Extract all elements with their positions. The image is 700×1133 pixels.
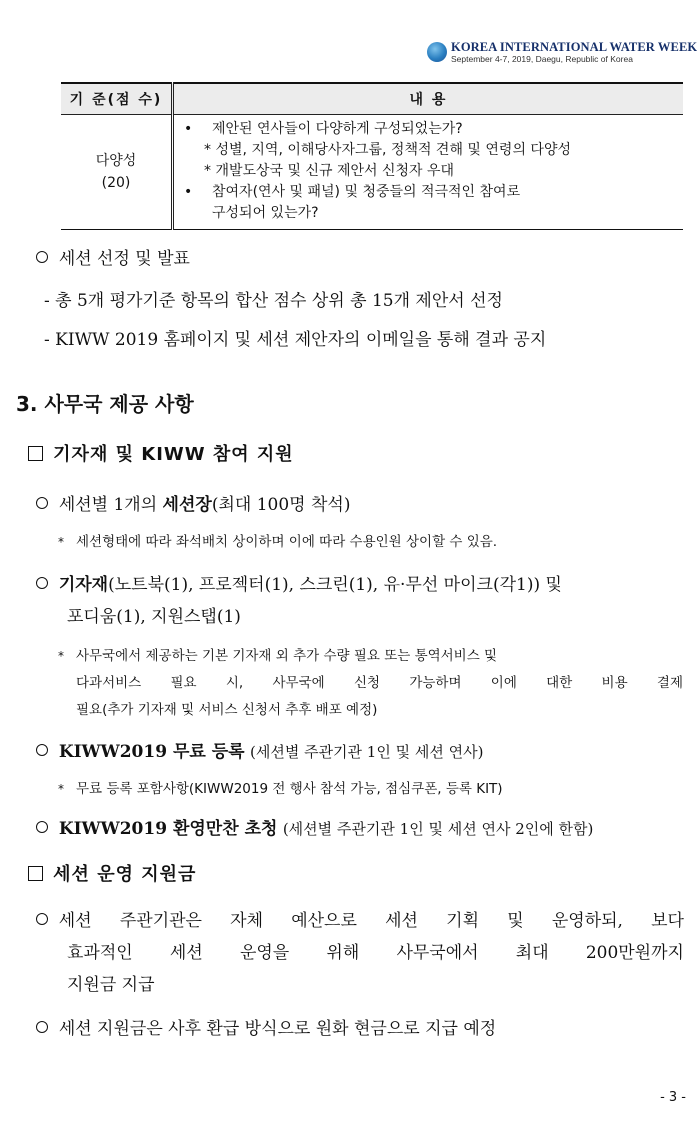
- circle-bullet-icon: [36, 821, 48, 833]
- circle-bullet-icon: [36, 251, 48, 263]
- bullet-session-room: [36, 490, 350, 515]
- section-title: 3. 사무국 제공 사항: [16, 392, 194, 416]
- bullet-funding-line3: 지원금 지급: [67, 975, 155, 995]
- bullet-funding-line2: 효과적인 세션 운영을 위해 사무국에서 최대 200만원까지: [67, 943, 684, 963]
- bullet-funding-line1: 세션 주관기관은 자체 예산으로 세션 기획 및 운영하되, 보다: [36, 906, 684, 931]
- note-line: * 세션형태에 따라 좌석배치 상이하며 이에 따라 수용인원 상이할 수 있음.: [58, 534, 498, 550]
- subheading-text: 세션 운영 지원금: [53, 864, 197, 885]
- selection-heading-line: [36, 244, 190, 269]
- bullet-bold: 기자재: [58, 575, 109, 595]
- asterisk-icon: *: [58, 535, 64, 549]
- asterisk-icon: *: [58, 782, 64, 796]
- content-item: • 참여자(연사 및 패널) 및 청중들의 적극적인 참여로: [184, 182, 683, 203]
- selection-heading: 세션 선정 및 발표: [58, 249, 190, 269]
- checkbox-square-icon: [28, 866, 43, 881]
- page-number: - 3 -: [660, 1090, 686, 1105]
- circle-bullet-icon: [36, 577, 48, 589]
- bullet-bold: KIWW2019 환영만찬 초청: [58, 819, 278, 839]
- col-header-content: 내 용: [173, 83, 684, 115]
- logo-title: KOREA INTERNATIONAL WATER WEEK: [451, 40, 698, 54]
- content-item: • 제안된 연사들이 다양하게 구성되었는가?: [184, 119, 683, 140]
- checkbox-square-icon: [28, 446, 43, 461]
- subheading-text: 기자재 및 KIWW 참여 지원: [53, 444, 294, 465]
- content-subitem: * 성별, 지역, 이해당사자그룹, 정책적 견해 및 연령의 다양성: [204, 142, 572, 158]
- content-item-continued: 구성되어 있는가?: [212, 205, 319, 221]
- bullet-bold: 세션장: [162, 495, 212, 515]
- note-line: * 무료 등록 포함사항(KIWW2019 전 행사 참석 가능, 점심쿠폰, 등록 KIT): [58, 781, 503, 797]
- subheading-funding: [28, 860, 196, 886]
- bullet-text: (최대 100명 착석): [211, 495, 351, 515]
- circle-bullet-icon: [36, 497, 48, 509]
- bullet-text: 세션 지원금은 사후 환급 방식으로 원화 현금으로 지급 예정: [58, 1019, 497, 1039]
- bullet-funding-refund: [36, 1014, 496, 1039]
- kiww-logo-mark: [427, 42, 447, 62]
- asterisk-icon: *: [58, 649, 64, 663]
- content-subitem: * 개발도상국 및 신규 제안서 신청자 우대: [204, 163, 455, 179]
- subheading-equipment: [28, 440, 294, 466]
- criteria-label: 다양성: [95, 153, 137, 169]
- content-cell: [173, 115, 684, 230]
- bullet-bold: KIWW2019 무료 등록: [58, 742, 245, 762]
- bullet-equipment: [36, 570, 562, 595]
- circle-bullet-icon: [36, 913, 48, 925]
- circle-bullet-icon: [36, 1021, 48, 1033]
- circle-bullet-icon: [36, 744, 48, 756]
- bullet-free-registration: [36, 737, 483, 762]
- bullet-text: 세션별 1개의: [58, 495, 163, 515]
- kiww-logo: [427, 40, 698, 66]
- col-header-criteria: 기 준(점 수): [61, 83, 173, 115]
- criteria-table: [61, 82, 683, 230]
- table-header-row: [61, 83, 683, 115]
- bullet-text: (세션별 주관기관 1인 및 세션 연사): [249, 743, 484, 761]
- bullet-text: (세션별 주관기관 1인 및 세션 연사 2인에 한함): [282, 820, 594, 838]
- bullet-text: (노트북(1), 프로젝터(1), 스크린(1), 유·무선 마이크(각1)) 및: [108, 575, 562, 595]
- selection-item: - KIWW 2019 홈페이지 및 세션 제안자의 이메일을 통해 결과 공지: [44, 330, 547, 350]
- criteria-cell: [61, 115, 173, 230]
- note-line-continued: 다과서비스 필요 시, 사무국에 신청 가능하며 이에 대한 비용 결제: [76, 675, 683, 691]
- criteria-points: (20): [101, 175, 131, 191]
- note-line: * 사무국에서 제공하는 기본 기자재 외 추가 수량 필요 또는 통역서비스 및: [58, 648, 498, 664]
- bullet-equipment-continued: 포디움(1), 지원스탭(1): [67, 607, 241, 627]
- selection-item: - 총 5개 평가기준 항목의 합산 점수 상위 총 15개 제안서 선정: [44, 291, 503, 311]
- bullet-welcome-dinner: [36, 814, 593, 839]
- logo-subtitle: September 4-7, 2019, Daegu, Republic of Korea: [451, 54, 633, 64]
- table-row: [61, 115, 683, 230]
- note-line-continued: 필요(추가 기자재 및 서비스 신청서 추후 배포 예정): [76, 702, 378, 718]
